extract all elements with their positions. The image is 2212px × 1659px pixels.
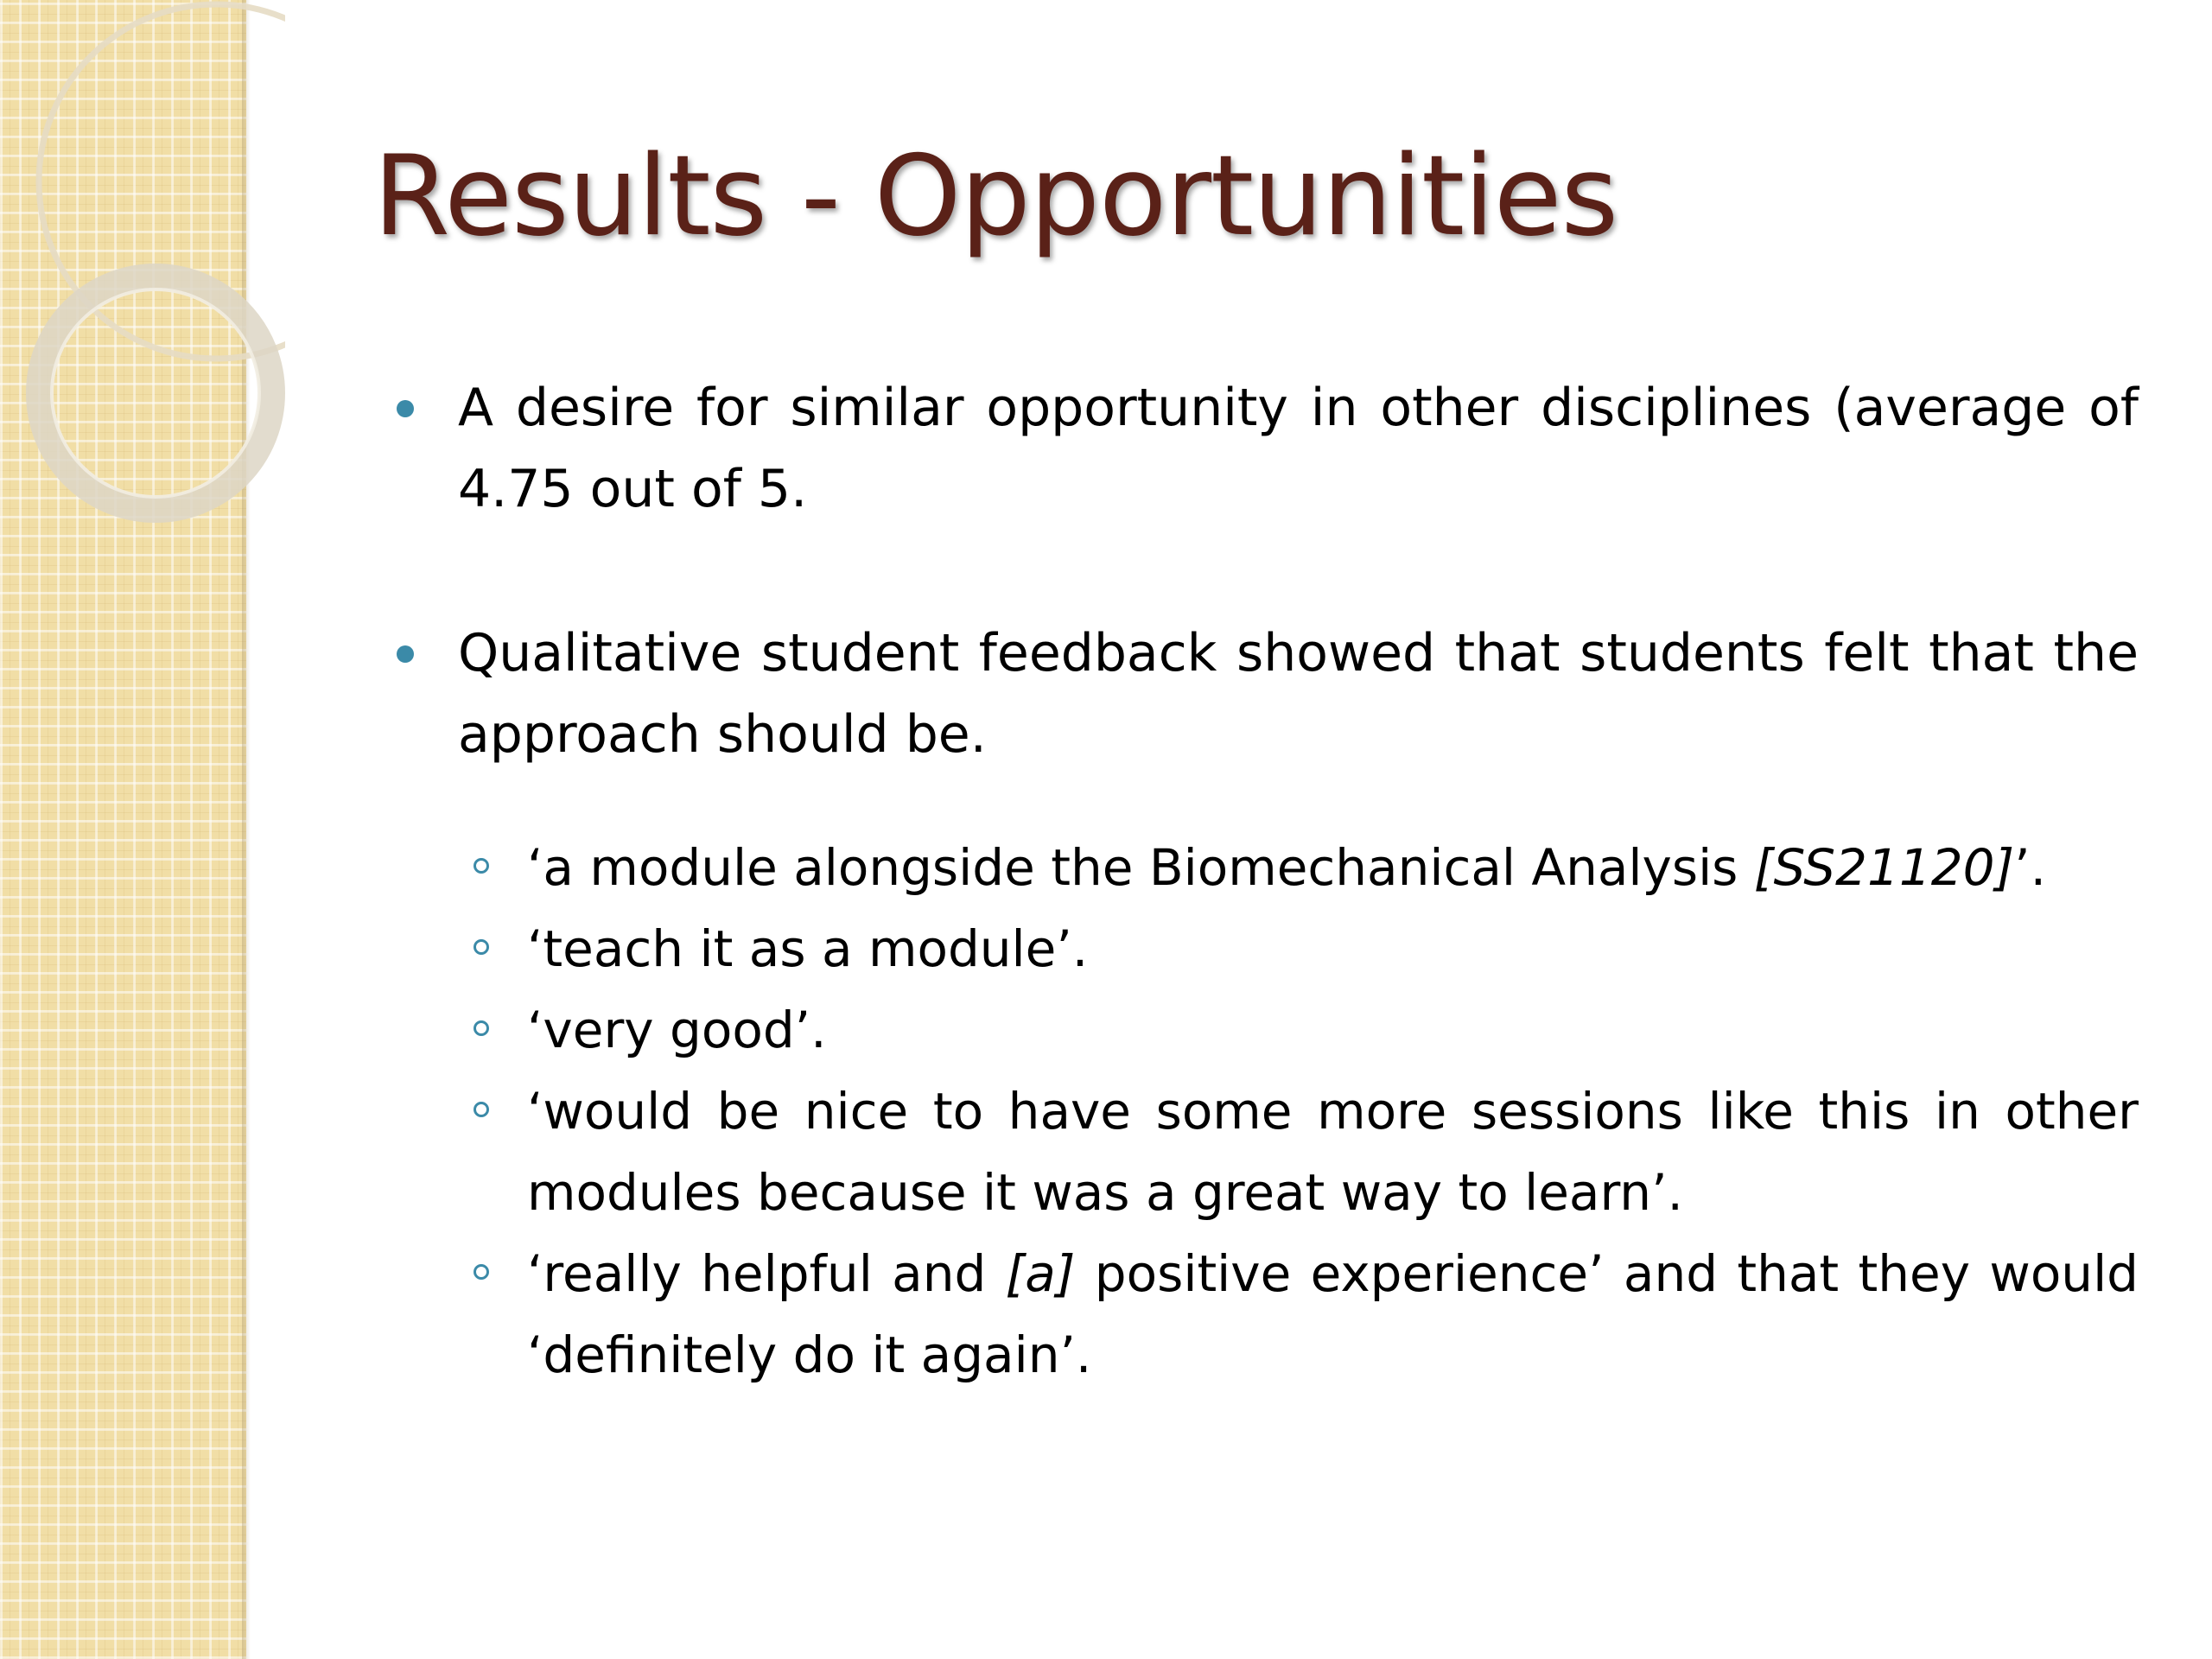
sub-bullet-text: ‘very good’. [527,1001,827,1059]
sub-bullet-text: ‘teach it as a module’. [527,919,1089,978]
slide-content [385,367,2139,1395]
sub-bullet-text-end: positive experience’ and that they would ‘definitely do it again’. [527,1244,2139,1384]
bullet-text: Qualitative student feedback showed that students felt that the approach should be. [458,623,2139,765]
bullet-item [385,613,2139,775]
bullet-dot-icon [397,400,414,417]
module-code: [SS21120] [1753,838,2015,897]
sub-bullet-item [467,989,2139,1071]
sub-bullet-item [467,1071,2139,1233]
small-ring [39,276,272,510]
sub-bullet-text: ‘really helpful and [527,1244,1006,1303]
inserted-word: [a] [1005,1244,1076,1303]
slide-title: Results - Opportunities [373,132,1618,261]
decorative-rings [0,0,285,553]
sub-bullet-text: ‘a module alongside the Biomechanical Analysis [527,838,1754,897]
sub-bullet-text-end: ’. [2014,838,2047,897]
sub-bullet-item [467,827,2139,908]
bullet-text: A desire for similar opportunity in other disciplines (average of 4.75 out of 5. [458,378,2139,519]
small-ring-highlight [52,289,259,497]
bullet-item [385,367,2139,530]
hollow-bullet-icon [474,1102,489,1117]
sub-bullet-item [467,1233,2139,1395]
hollow-bullet-icon [474,1020,489,1036]
sub-bullet-item [467,908,2139,989]
hollow-bullet-icon [474,939,489,955]
hollow-bullet-icon [474,1264,489,1280]
sub-bullet-list [385,827,2139,1395]
hollow-bullet-icon [474,858,489,874]
bullet-dot-icon [397,645,414,663]
sub-bullet-text: ‘would be nice to have some more sessions like this in other modules because it was a great way to learn’. [527,1082,2139,1222]
